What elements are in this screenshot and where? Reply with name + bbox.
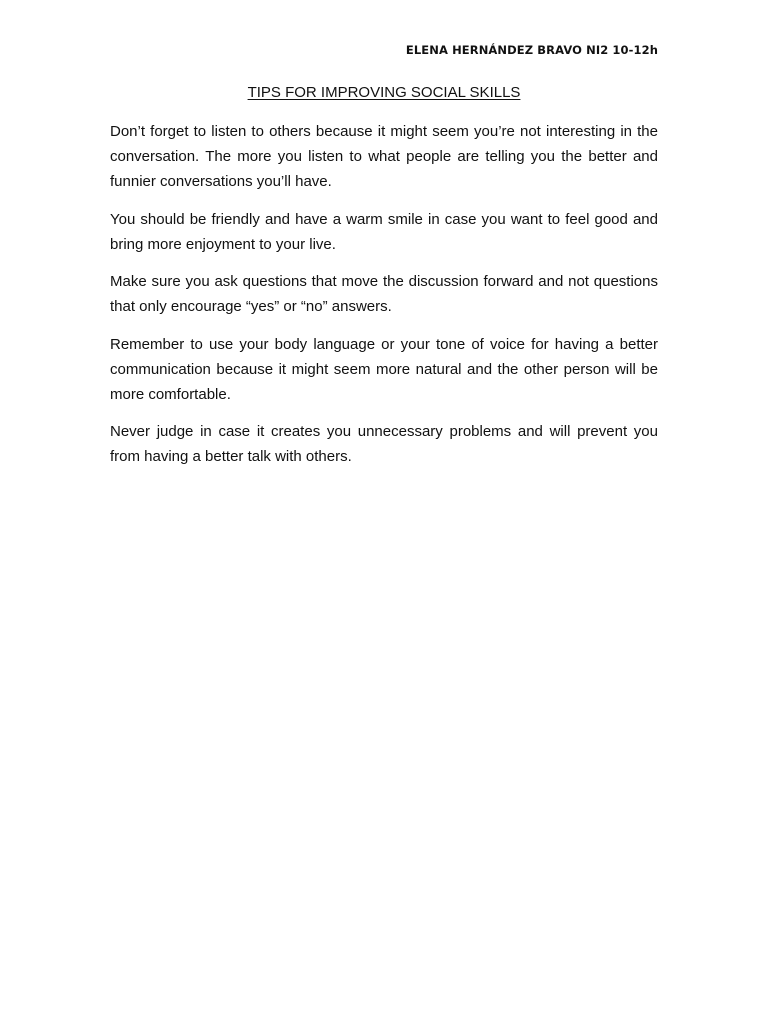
document-title-wrapper <box>0 84 768 101</box>
document-body <box>110 119 658 482</box>
paragraph-never-judge: Never judge in case it creates you unnecessary problems and will prevent you from having a better talk with others. <box>110 423 658 465</box>
paragraph-listen: Don’t forget to listen to others because it might seem you’re not interesting in the conversation. The more you listen to what people are telling you the better and funnier conversations you’ll have. <box>110 123 658 190</box>
document-title: TIPS FOR IMPROVING SOCIAL SKILLS <box>247 84 521 101</box>
paragraph-questions: Make sure you ask questions that move the discussion forward and not questions that only encourage “yes” or “no” answers. <box>110 273 658 315</box>
paragraph-friendly: You should be friendly and have a warm smile in case you want to feel good and bring more enjoyment to your live. <box>110 210 658 253</box>
author-header: ELENA HERNÁNDEZ BRAVO NI2 10-12h <box>405 43 658 57</box>
paragraph-body-language: Remember to use your body language or your tone of voice for having a better communication because it might seem more natural and the other person will be more comfortable. <box>110 335 658 403</box>
